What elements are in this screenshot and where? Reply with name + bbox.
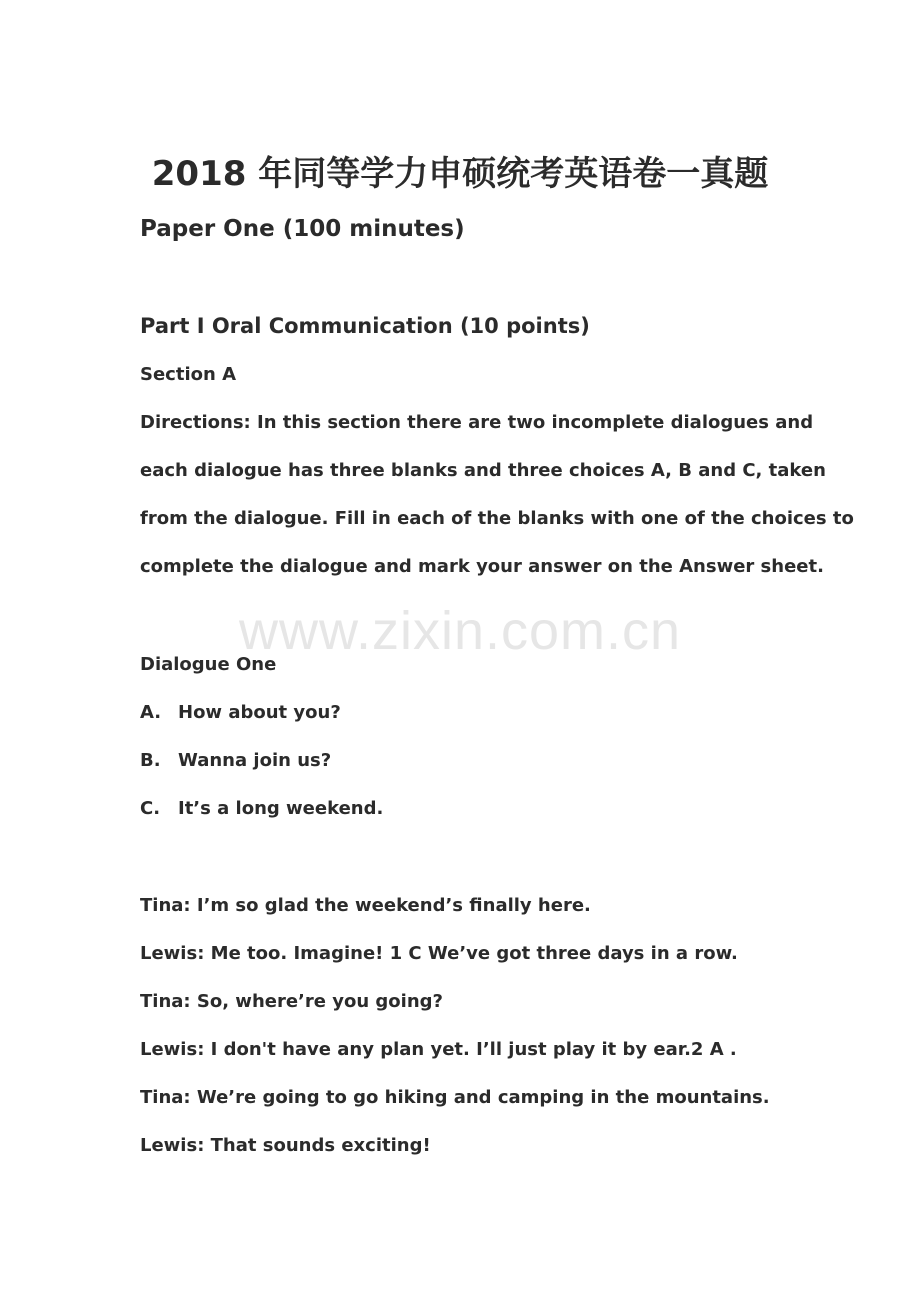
watermark: www.zixin.com.cn	[238, 601, 682, 661]
option-letter: A.	[140, 702, 162, 723]
dialogue-heading: Dialogue One	[140, 654, 277, 675]
dialogue-line-4: Lewis: I don't have any plan yet. I’ll just play it by ear.2 A .	[140, 1039, 737, 1060]
dialogue-line-1: Tina: I’m so glad the weekend’s finally here.	[140, 895, 591, 916]
option-b	[140, 750, 331, 771]
dialogue-line-5: Tina: We’re going to go hiking and camping in the mountains.	[140, 1087, 770, 1108]
directions-line-3: from the dialogue. Fill in each of the blanks with one of the choices to	[140, 508, 854, 529]
dialogue-line-2: Lewis: Me too. Imagine! 1 C We’ve got three days in a row.	[140, 943, 738, 964]
option-text: How about you?	[178, 702, 341, 723]
dialogue-line-6: Lewis: That sounds exciting!	[140, 1135, 431, 1156]
part-heading: Part I Oral Communication (10 points)	[140, 314, 590, 338]
option-letter: C.	[140, 798, 161, 819]
directions-line-2: each dialogue has three blanks and three choices A, B and C, taken	[140, 460, 826, 481]
option-c	[140, 798, 383, 819]
option-text: Wanna join us?	[178, 750, 332, 771]
directions-line-1: Directions: In this section there are two incomplete dialogues and	[140, 412, 814, 433]
option-a	[140, 702, 341, 723]
option-text: It’s a long weekend.	[178, 798, 384, 819]
document-title: 2018 年同等学力申硕统考英语卷一真题	[151, 154, 769, 194]
directions-line-4: complete the dialogue and mark your answer on the Answer sheet.	[140, 556, 824, 577]
dialogue-line-3: Tina: So, where’re you going?	[140, 991, 443, 1012]
section-heading: Section A	[140, 364, 236, 385]
option-letter: B.	[140, 750, 161, 771]
paper-heading: Paper One (100 minutes)	[140, 216, 465, 242]
